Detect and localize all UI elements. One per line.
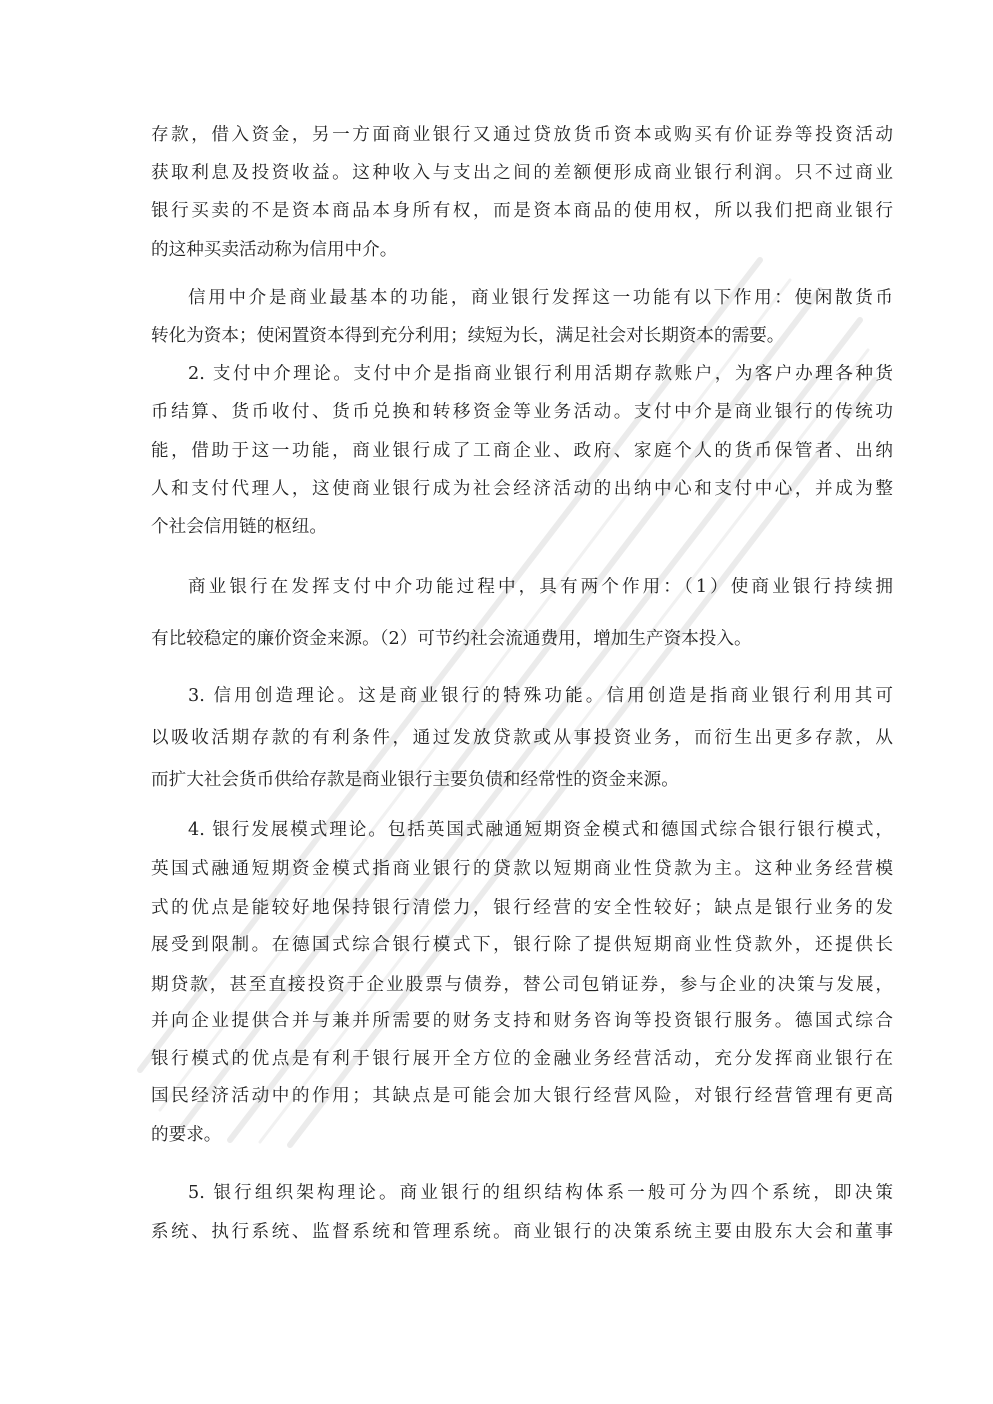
- text-line: 个社会信用链的枢纽。: [151, 517, 327, 537]
- text-line: 银行买卖的不是资本商品本身所有权，而是资本商品的使用权，所以我们把商业银行: [151, 201, 893, 221]
- text-line: 能，借助于这一功能，商业银行成了工商企业、政府、家庭个人的货币保管者、出纳: [151, 441, 893, 461]
- text-line: 人和支付代理人，这使商业银行成为社会经济活动的出纳中心和支付中心，并成为整: [151, 479, 893, 499]
- text-line: 存款，借入资金，另一方面商业银行又通过贷放货币资本或购买有价证券等投资活动: [151, 125, 893, 145]
- text-line: 的要求。: [151, 1125, 222, 1145]
- text-line: 而扩大社会货币供给存款是商业银行主要负债和经常性的资金来源。: [151, 770, 679, 790]
- text-line: 期贷款，甚至直接投资于企业股票与债券，替公司包销证券，参与企业的决策与发展，: [151, 975, 893, 995]
- text-line: 银行模式的优点是有利于银行展开全方位的金融业务经营活动，充分发挥商业银行在: [151, 1049, 893, 1069]
- text-line: 币结算、货币收付、货币兑换和转移资金等业务活动。支付中介是商业银行的传统功: [151, 402, 893, 422]
- text-line: 以吸收活期存款的有利条件，通过发放贷款或从事投资业务，而衍生出更多存款，从: [151, 728, 893, 748]
- text-line: 展受到限制。在德国式综合银行模式下，银行除了提供短期商业性贷款外，还提供长: [151, 935, 893, 955]
- text-line: 商业银行在发挥支付中介功能过程中，具有两个作用：（1）使商业银行持续拥: [188, 577, 893, 597]
- text-line: 转化为资本；使闲置资本得到充分利用；续短为长，满足社会对长期资本的需要。: [151, 326, 785, 346]
- text-line: 式的优点是能较好地保持银行清偿力，银行经营的安全性较好；缺点是银行业务的发: [151, 898, 893, 918]
- text-line: 信用中介是商业最基本的功能，商业银行发挥这一功能有以下作用：使闲散货币: [188, 288, 893, 308]
- text-line: 4. 银行发展模式理论。包括英国式融通短期资金模式和德国式综合银行银行模式，: [188, 820, 893, 840]
- text-line: 并向企业提供合并与兼并所需要的财务支持和财务咨询等投资银行服务。德国式综合: [151, 1011, 893, 1031]
- text-line: 5. 银行组织架构理论。商业银行的组织结构体系一般可分为四个系统，即决策: [188, 1183, 893, 1203]
- text-line: 英国式融通短期资金模式指商业银行的贷款以短期商业性贷款为主。这种业务经营模: [151, 859, 893, 879]
- text-line: 系统、执行系统、监督系统和管理系统。商业银行的决策系统主要由股东大会和董事: [151, 1222, 893, 1242]
- text-line: 2. 支付中介理论。支付中介是指商业银行利用活期存款账户，为客户办理各种货: [188, 364, 893, 384]
- text-line: 3. 信用创造理论。这是商业银行的特殊功能。信用创造是指商业银行利用其可: [188, 686, 893, 706]
- text-line: 有比较稳定的廉价资金来源。（2）可节约社会流通费用，增加生产资本投入。: [151, 629, 752, 649]
- text-line: 的这种买卖活动称为信用中介。: [151, 240, 398, 260]
- text-line: 国民经济活动中的作用；其缺点是可能会加大银行经营风险，对银行经营管理有更高: [151, 1086, 893, 1106]
- text-line: 获取利息及投资收益。这种收入与支出之间的差额便形成商业银行利润。只不过商业: [151, 163, 893, 183]
